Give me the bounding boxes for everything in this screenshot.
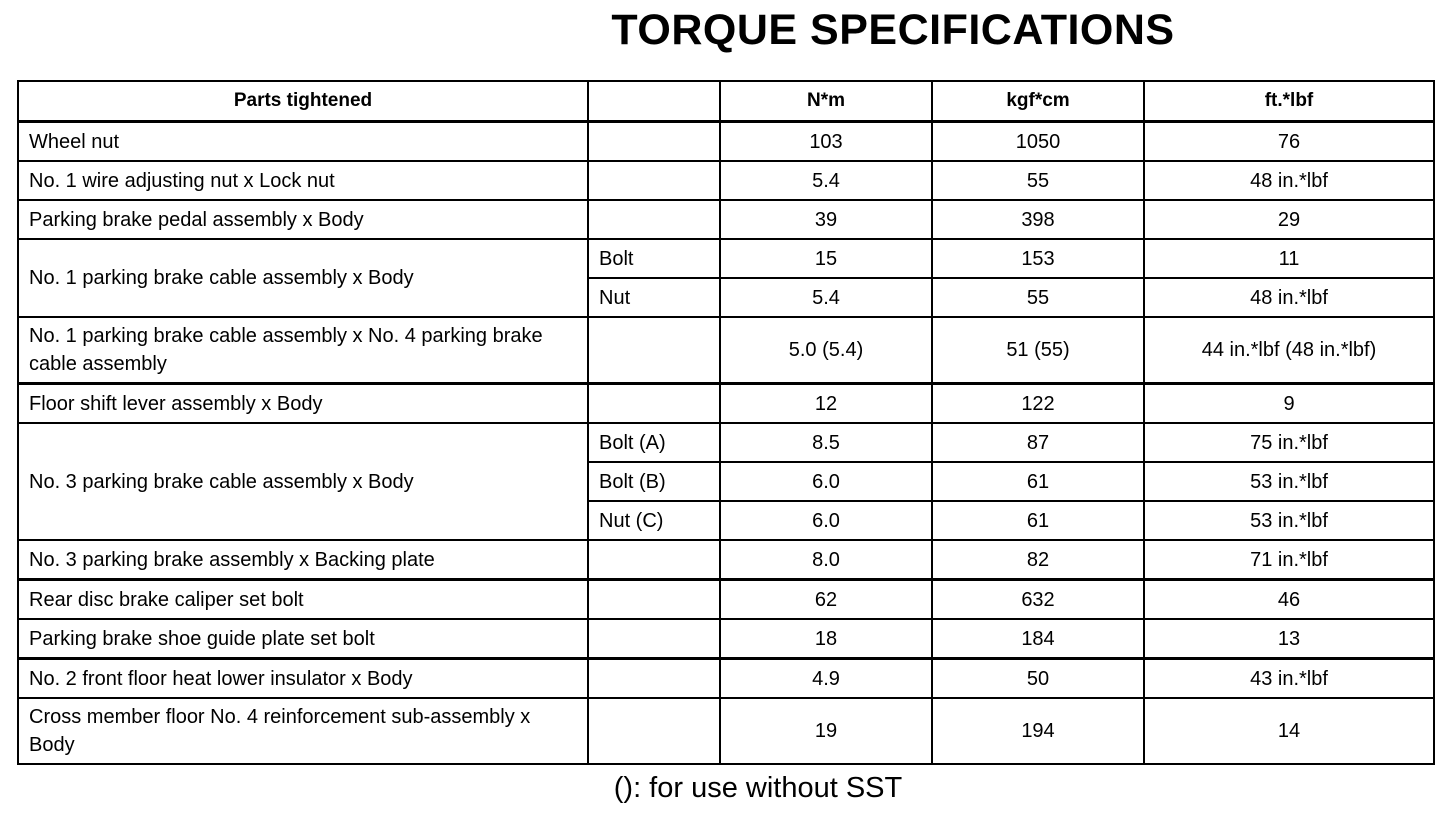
table-row — [18, 698, 1434, 764]
ftlbf-cell: 53 in.*lbf — [1144, 462, 1434, 501]
header-ftlbf: ft.*lbf — [1144, 81, 1434, 122]
part-cell: No. 1 parking brake cable assembly x No. 4 parking brake cable assembly — [18, 317, 588, 384]
sub-cell — [588, 384, 720, 424]
sub-cell — [588, 122, 720, 162]
table-row — [18, 580, 1434, 620]
nm-cell: 62 — [720, 580, 932, 620]
sub-cell: Nut (C) — [588, 501, 720, 540]
nm-cell: 8.0 — [720, 540, 932, 580]
ftlbf-cell: 14 — [1144, 698, 1434, 764]
nm-cell: 6.0 — [720, 462, 932, 501]
part-cell: No. 3 parking brake cable assembly x Body — [18, 423, 588, 540]
table-row — [18, 200, 1434, 239]
sub-cell: Nut — [588, 278, 720, 317]
kgfcm-cell: 122 — [932, 384, 1144, 424]
nm-cell: 5.0 (5.4) — [720, 317, 932, 384]
ftlbf-cell: 75 in.*lbf — [1144, 423, 1434, 462]
sub-cell — [588, 200, 720, 239]
kgfcm-cell: 153 — [932, 239, 1144, 278]
part-cell: Parking brake shoe guide plate set bolt — [18, 619, 588, 659]
kgfcm-cell: 55 — [932, 278, 1144, 317]
sub-cell — [588, 580, 720, 620]
sub-cell — [588, 317, 720, 384]
ftlbf-cell: 53 in.*lbf — [1144, 501, 1434, 540]
sub-cell — [588, 540, 720, 580]
sub-cell — [588, 161, 720, 200]
part-cell: Rear disc brake caliper set bolt — [18, 580, 588, 620]
sub-cell — [588, 698, 720, 764]
kgfcm-cell: 50 — [932, 659, 1144, 699]
ftlbf-cell: 48 in.*lbf — [1144, 278, 1434, 317]
part-cell: Cross member floor No. 4 reinforcement sub-assembly x Body — [18, 698, 588, 764]
table-row — [18, 317, 1434, 384]
part-cell: Wheel nut — [18, 122, 588, 162]
kgfcm-cell: 184 — [932, 619, 1144, 659]
sub-cell — [588, 619, 720, 659]
table-header-row — [18, 81, 1434, 122]
part-cell: No. 2 front floor heat lower insulator x Body — [18, 659, 588, 699]
kgfcm-cell: 55 — [932, 161, 1144, 200]
kgfcm-cell: 194 — [932, 698, 1144, 764]
part-cell: No. 1 wire adjusting nut x Lock nut — [18, 161, 588, 200]
header-sub — [588, 81, 720, 122]
kgfcm-cell: 87 — [932, 423, 1144, 462]
table-row — [18, 161, 1434, 200]
ftlbf-cell: 76 — [1144, 122, 1434, 162]
kgfcm-cell: 61 — [932, 501, 1144, 540]
ftlbf-cell: 48 in.*lbf — [1144, 161, 1434, 200]
page-title: TORQUE SPECIFICATIONS — [611, 6, 1175, 54]
table-row — [18, 239, 1434, 278]
part-cell: Floor shift lever assembly x Body — [18, 384, 588, 424]
nm-cell: 18 — [720, 619, 932, 659]
header-parts-tightened: Parts tightened — [18, 81, 588, 122]
part-cell: No. 1 parking brake cable assembly x Body — [18, 239, 588, 317]
part-cell: Parking brake pedal assembly x Body — [18, 200, 588, 239]
kgfcm-cell: 1050 — [932, 122, 1144, 162]
nm-cell: 15 — [720, 239, 932, 278]
header-nm: N*m — [720, 81, 932, 122]
ftlbf-cell: 29 — [1144, 200, 1434, 239]
sub-cell: Bolt (A) — [588, 423, 720, 462]
ftlbf-cell: 44 in.*lbf (48 in.*lbf) — [1144, 317, 1434, 384]
table-row — [18, 540, 1434, 580]
torque-spec-table — [17, 80, 1435, 765]
nm-cell: 5.4 — [720, 161, 932, 200]
table-row — [18, 659, 1434, 699]
footnote: (): for use without SST — [613, 772, 903, 804]
sub-cell — [588, 659, 720, 699]
sub-cell: Bolt — [588, 239, 720, 278]
ftlbf-cell: 43 in.*lbf — [1144, 659, 1434, 699]
nm-cell: 6.0 — [720, 501, 932, 540]
table-row — [18, 384, 1434, 424]
ftlbf-cell: 13 — [1144, 619, 1434, 659]
kgfcm-cell: 61 — [932, 462, 1144, 501]
header-kgfcm: kgf*cm — [932, 81, 1144, 122]
table-row — [18, 619, 1434, 659]
ftlbf-cell: 71 in.*lbf — [1144, 540, 1434, 580]
ftlbf-cell: 11 — [1144, 239, 1434, 278]
part-cell: No. 3 parking brake assembly x Backing plate — [18, 540, 588, 580]
nm-cell: 8.5 — [720, 423, 932, 462]
table-row — [18, 423, 1434, 462]
kgfcm-cell: 82 — [932, 540, 1144, 580]
nm-cell: 19 — [720, 698, 932, 764]
nm-cell: 103 — [720, 122, 932, 162]
sub-cell: Bolt (B) — [588, 462, 720, 501]
ftlbf-cell: 9 — [1144, 384, 1434, 424]
kgfcm-cell: 632 — [932, 580, 1144, 620]
table-row — [18, 122, 1434, 162]
kgfcm-cell: 51 (55) — [932, 317, 1144, 384]
ftlbf-cell: 46 — [1144, 580, 1434, 620]
nm-cell: 4.9 — [720, 659, 932, 699]
nm-cell: 5.4 — [720, 278, 932, 317]
nm-cell: 39 — [720, 200, 932, 239]
kgfcm-cell: 398 — [932, 200, 1144, 239]
nm-cell: 12 — [720, 384, 932, 424]
